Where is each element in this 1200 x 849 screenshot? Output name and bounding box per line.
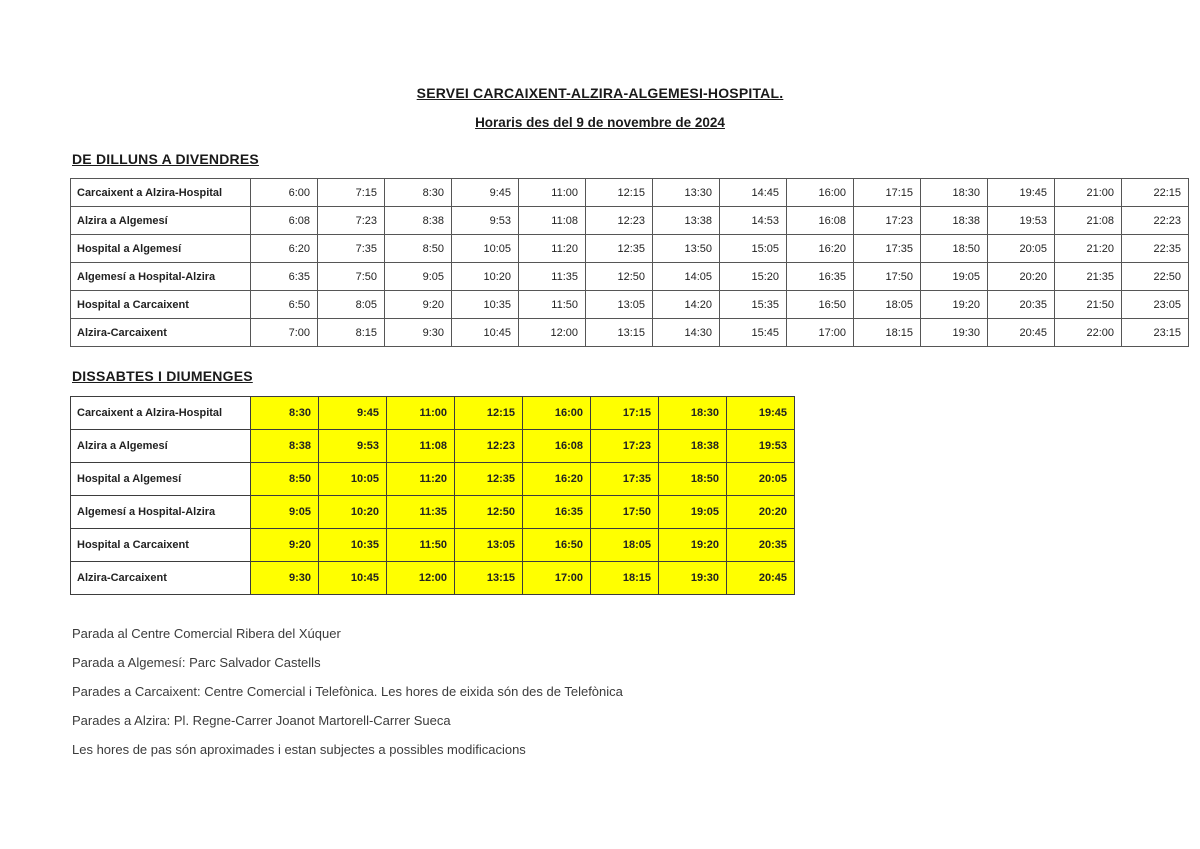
time-cell: 16:00 — [787, 179, 854, 207]
route-row — [71, 207, 1189, 235]
time-cell: 17:15 — [591, 397, 659, 430]
time-cell: 6:35 — [251, 263, 318, 291]
footnote: Les hores de pas són aproximades i estan subjectes a possibles modificacions — [72, 742, 526, 757]
time-cell: 19:05 — [921, 263, 988, 291]
time-cell: 11:00 — [387, 397, 455, 430]
route-label-cell: Alzira-Carcaixent — [71, 319, 251, 347]
route-label-cell: Hospital a Algemesí — [71, 235, 251, 263]
weekday-schedule-body — [71, 179, 1189, 347]
route-label-cell: Hospital a Carcaixent — [71, 291, 251, 319]
page-subtitle: Horaris des del 9 de novembre de 2024 — [475, 115, 725, 130]
time-cell: 20:05 — [988, 235, 1055, 263]
time-cell: 22:15 — [1122, 179, 1189, 207]
time-cell: 12:50 — [455, 496, 523, 529]
time-cell: 18:30 — [921, 179, 988, 207]
time-cell: 9:20 — [385, 291, 452, 319]
time-cell: 21:20 — [1055, 235, 1122, 263]
time-cell: 13:05 — [586, 291, 653, 319]
time-cell: 16:20 — [787, 235, 854, 263]
time-cell: 20:20 — [988, 263, 1055, 291]
time-cell: 19:53 — [988, 207, 1055, 235]
route-row — [71, 562, 795, 595]
route-label-cell: Alzira a Algemesí — [71, 430, 251, 463]
footnote: Parada a Algemesí: Parc Salvador Castells — [72, 655, 321, 670]
time-cell: 18:50 — [659, 463, 727, 496]
footnote: Parades a Alzira: Pl. Regne-Carrer Joanot Martorell-Carrer Sueca — [72, 713, 451, 728]
time-cell: 12:00 — [387, 562, 455, 595]
time-cell: 19:30 — [921, 319, 988, 347]
time-cell: 19:45 — [988, 179, 1055, 207]
route-row — [71, 179, 1189, 207]
time-cell: 17:50 — [591, 496, 659, 529]
time-cell: 19:30 — [659, 562, 727, 595]
time-cell: 9:53 — [452, 207, 519, 235]
time-cell: 9:05 — [385, 263, 452, 291]
time-cell: 17:35 — [591, 463, 659, 496]
time-cell: 18:38 — [659, 430, 727, 463]
time-cell: 22:50 — [1122, 263, 1189, 291]
time-cell: 9:05 — [251, 496, 319, 529]
footnote: Parades a Carcaixent: Centre Comercial i Telefònica. Les hores de eixida són des de Telefònica — [72, 684, 623, 699]
time-cell: 14:30 — [653, 319, 720, 347]
time-cell: 18:15 — [591, 562, 659, 595]
time-cell: 11:00 — [519, 179, 586, 207]
time-cell: 12:23 — [455, 430, 523, 463]
time-cell: 18:15 — [854, 319, 921, 347]
time-cell: 20:45 — [727, 562, 795, 595]
time-cell: 15:05 — [720, 235, 787, 263]
time-cell: 12:15 — [455, 397, 523, 430]
time-cell: 13:30 — [653, 179, 720, 207]
route-label-cell: Algemesí a Hospital-Alzira — [71, 263, 251, 291]
time-cell: 7:23 — [318, 207, 385, 235]
time-cell: 13:38 — [653, 207, 720, 235]
time-cell: 9:53 — [319, 430, 387, 463]
time-cell: 8:38 — [251, 430, 319, 463]
time-cell: 16:00 — [523, 397, 591, 430]
time-cell: 20:35 — [988, 291, 1055, 319]
footnotes — [72, 626, 1200, 758]
time-cell: 11:50 — [387, 529, 455, 562]
time-cell: 9:30 — [385, 319, 452, 347]
time-cell: 17:50 — [854, 263, 921, 291]
time-cell: 6:08 — [251, 207, 318, 235]
time-cell: 11:08 — [519, 207, 586, 235]
time-cell: 8:15 — [318, 319, 385, 347]
time-cell: 21:00 — [1055, 179, 1122, 207]
route-label-cell: Carcaixent a Alzira-Hospital — [71, 179, 251, 207]
time-cell: 22:00 — [1055, 319, 1122, 347]
time-cell: 12:00 — [519, 319, 586, 347]
time-cell: 17:00 — [523, 562, 591, 595]
time-cell: 11:08 — [387, 430, 455, 463]
weekday-section-heading: DE DILLUNS A DIVENDRES — [72, 151, 259, 167]
time-cell: 10:35 — [452, 291, 519, 319]
time-cell: 16:08 — [523, 430, 591, 463]
footnote: Parada al Centre Comercial Ribera del Xúquer — [72, 626, 341, 641]
time-cell: 16:50 — [787, 291, 854, 319]
time-cell: 17:35 — [854, 235, 921, 263]
route-row — [71, 263, 1189, 291]
page-title: SERVEI CARCAIXENT-ALZIRA-ALGEMESI-HOSPITAL. — [416, 85, 784, 101]
time-cell: 21:08 — [1055, 207, 1122, 235]
time-cell: 9:20 — [251, 529, 319, 562]
time-cell: 17:00 — [787, 319, 854, 347]
time-cell: 20:20 — [727, 496, 795, 529]
time-cell: 13:50 — [653, 235, 720, 263]
time-cell: 14:45 — [720, 179, 787, 207]
time-cell: 19:20 — [659, 529, 727, 562]
time-cell: 19:53 — [727, 430, 795, 463]
time-cell: 12:35 — [586, 235, 653, 263]
time-cell: 7:35 — [318, 235, 385, 263]
time-cell: 10:45 — [319, 562, 387, 595]
time-cell: 12:23 — [586, 207, 653, 235]
time-cell: 14:20 — [653, 291, 720, 319]
time-cell: 14:53 — [720, 207, 787, 235]
time-cell: 22:35 — [1122, 235, 1189, 263]
time-cell: 10:45 — [452, 319, 519, 347]
time-cell: 8:30 — [385, 179, 452, 207]
time-cell: 17:15 — [854, 179, 921, 207]
time-cell: 16:50 — [523, 529, 591, 562]
time-cell: 18:05 — [854, 291, 921, 319]
route-label-cell: Alzira-Carcaixent — [71, 562, 251, 595]
route-row — [71, 397, 795, 430]
route-row — [71, 496, 795, 529]
time-cell: 6:20 — [251, 235, 318, 263]
time-cell: 13:15 — [586, 319, 653, 347]
time-cell: 17:23 — [854, 207, 921, 235]
route-row — [71, 291, 1189, 319]
route-label-cell: Hospital a Carcaixent — [71, 529, 251, 562]
route-row — [71, 463, 795, 496]
time-cell: 16:35 — [523, 496, 591, 529]
time-cell: 19:45 — [727, 397, 795, 430]
time-cell: 11:35 — [519, 263, 586, 291]
time-cell: 18:05 — [591, 529, 659, 562]
time-cell: 15:45 — [720, 319, 787, 347]
time-cell: 23:15 — [1122, 319, 1189, 347]
route-label-cell: Carcaixent a Alzira-Hospital — [71, 397, 251, 430]
time-cell: 15:20 — [720, 263, 787, 291]
time-cell: 15:35 — [720, 291, 787, 319]
time-cell: 8:50 — [385, 235, 452, 263]
weekend-schedule-body — [71, 397, 795, 595]
time-cell: 8:30 — [251, 397, 319, 430]
route-label-cell: Alzira a Algemesí — [71, 207, 251, 235]
time-cell: 7:15 — [318, 179, 385, 207]
time-cell: 11:50 — [519, 291, 586, 319]
time-cell: 12:50 — [586, 263, 653, 291]
time-cell: 19:20 — [921, 291, 988, 319]
route-label-cell: Algemesí a Hospital-Alzira — [71, 496, 251, 529]
time-cell: 13:15 — [455, 562, 523, 595]
title-block — [0, 0, 1200, 130]
time-cell: 10:05 — [319, 463, 387, 496]
time-cell: 10:20 — [319, 496, 387, 529]
time-cell: 6:00 — [251, 179, 318, 207]
time-cell: 11:20 — [387, 463, 455, 496]
time-cell: 22:23 — [1122, 207, 1189, 235]
time-cell: 20:35 — [727, 529, 795, 562]
time-cell: 19:05 — [659, 496, 727, 529]
route-row — [71, 430, 795, 463]
time-cell: 17:23 — [591, 430, 659, 463]
time-cell: 21:50 — [1055, 291, 1122, 319]
time-cell: 9:30 — [251, 562, 319, 595]
time-cell: 8:50 — [251, 463, 319, 496]
weekday-schedule-table — [70, 178, 1189, 347]
route-row — [71, 529, 795, 562]
time-cell: 7:50 — [318, 263, 385, 291]
time-cell: 20:45 — [988, 319, 1055, 347]
time-cell: 14:05 — [653, 263, 720, 291]
time-cell: 16:08 — [787, 207, 854, 235]
time-cell: 18:38 — [921, 207, 988, 235]
time-cell: 6:50 — [251, 291, 318, 319]
route-row — [71, 319, 1189, 347]
time-cell: 23:05 — [1122, 291, 1189, 319]
weekend-schedule-table — [70, 396, 795, 595]
time-cell: 9:45 — [452, 179, 519, 207]
time-cell: 8:05 — [318, 291, 385, 319]
time-cell: 12:35 — [455, 463, 523, 496]
route-label-cell: Hospital a Algemesí — [71, 463, 251, 496]
time-cell: 21:35 — [1055, 263, 1122, 291]
time-cell: 11:20 — [519, 235, 586, 263]
time-cell: 18:30 — [659, 397, 727, 430]
time-cell: 10:20 — [452, 263, 519, 291]
time-cell: 18:50 — [921, 235, 988, 263]
time-cell: 7:00 — [251, 319, 318, 347]
time-cell: 11:35 — [387, 496, 455, 529]
time-cell: 13:05 — [455, 529, 523, 562]
weekend-section-heading: DISSABTES I DIUMENGES — [72, 368, 253, 384]
time-cell: 12:15 — [586, 179, 653, 207]
time-cell: 16:35 — [787, 263, 854, 291]
time-cell: 10:05 — [452, 235, 519, 263]
time-cell: 16:20 — [523, 463, 591, 496]
time-cell: 9:45 — [319, 397, 387, 430]
time-cell: 8:38 — [385, 207, 452, 235]
time-cell: 10:35 — [319, 529, 387, 562]
route-row — [71, 235, 1189, 263]
time-cell: 20:05 — [727, 463, 795, 496]
